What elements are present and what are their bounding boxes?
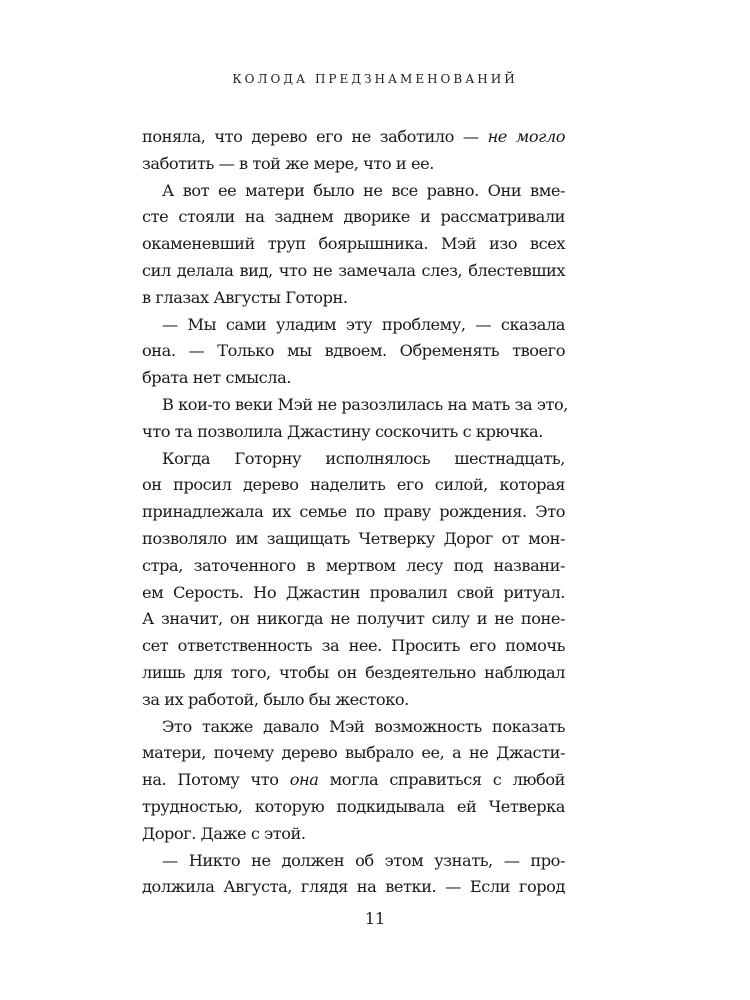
text-line: позволяло им защищать Четверку Дорог от мон- — [142, 528, 565, 548]
text-line: Дорог. Даже с этой. — [142, 823, 306, 843]
italic-emphasis: она — [289, 770, 319, 790]
text-line: в глазах Августы Готорн. — [142, 287, 348, 307]
text-line: окаменевший труп боярышника. Мэй изо всех — [142, 234, 565, 254]
text-line: стра, заточенного в мертвом лесу под названи- — [142, 555, 565, 575]
text-line: А значит, он никогда не получит силу и не понe- — [142, 609, 565, 629]
text-line: Это также давало Мэй возможность показать — [162, 716, 565, 736]
text-line: брата нет смысла. — [142, 368, 292, 388]
running-header: КОЛОДА ПРЕДЗНАМЕНОВАНИЙ — [232, 72, 518, 86]
text-line: В кои-то веки Мэй не разозлилась на мать за это, — [162, 394, 568, 414]
text-segment: на. Потому что — [142, 770, 279, 790]
text-line: ем Серость. Но Джастин провалил свой ритуал. — [142, 582, 565, 602]
text-line: трудностью, которую подкидывала ей Четверка — [142, 796, 565, 816]
text-line: заботить — в той же мере, что и ее. — [142, 153, 434, 173]
text-line: матери, почему дерево выбрало ее, а не Джасти- — [142, 743, 565, 763]
text-line: за их работой, было бы жестоко. — [142, 689, 409, 709]
text-line — [142, 124, 565, 151]
italic-emphasis: не могло — [487, 127, 565, 146]
text-line: Когда Готорну исполнялось шестнадцать, — [162, 448, 565, 468]
page-number: 11 — [364, 909, 386, 928]
text-segment: поняла, что дерево его не заботило — — [142, 127, 479, 146]
text-line: что та позволила Джастину соскочить с крючка. — [142, 421, 543, 441]
body-text — [142, 124, 568, 901]
text-line: сет ответственность за нее. Просить его помочь — [142, 636, 565, 656]
text-line: должила Августа, глядя на ветки. — Если город — [142, 877, 565, 897]
text-line: — Мы сами уладим эту проблему, — сказала — [162, 314, 565, 334]
text-line — [142, 767, 565, 794]
text-line: лишь для того, чтобы он бездеятельно наблюдал — [142, 662, 565, 682]
text-line: он просил дерево наделить его силой, которая — [142, 475, 565, 495]
text-line: она. — Только мы вдвоем. Обременять твоего — [142, 341, 565, 361]
text-line: принадлежала их семье по праву рождения. Это — [142, 502, 565, 522]
text-line: сил делала вид, что не замечала слез, блестевших — [142, 260, 565, 280]
text-segment: могла справиться с любой — [329, 770, 565, 790]
text-line: А вот ее матери было не все равно. Они вме- — [162, 180, 565, 200]
text-line: сте стояли на заднем дворике и рассматривали — [142, 207, 565, 227]
text-line: — Никто не должен об этом узнать, — про- — [162, 850, 565, 870]
